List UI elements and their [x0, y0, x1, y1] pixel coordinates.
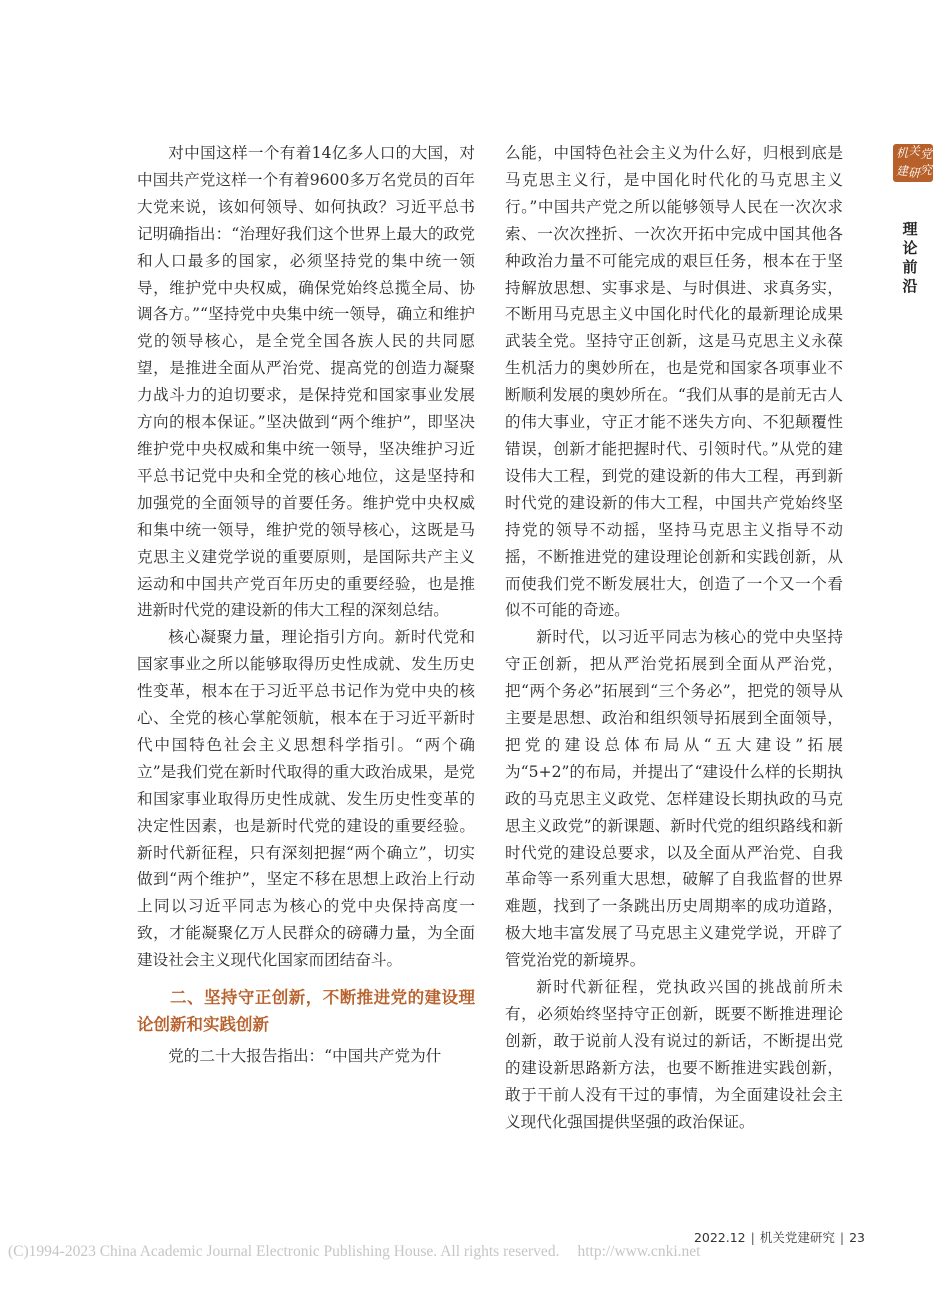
- journal-logo: [893, 144, 933, 182]
- section-label-char: 沿: [902, 277, 918, 295]
- page-number: 23: [849, 1230, 865, 1245]
- source-url: http://www.cnki.net: [577, 1243, 701, 1260]
- copyright-watermark: [8, 1243, 700, 1261]
- paragraph-continued: 么能，中国特色社会主义为什么好，归根到底是马克思主义行，是中国化时代化的马克思主义行。”中国共产党之所以能够领导人民在一次次求索、一次次挫折、一次次开拓中完成中国其他各种政治力量不可能完成的艰巨任务，根本在于坚持解放思想、实事求是、与时俱进、求真务实，不断用马克思主义中国化时代化的最新理论成果武装全党。坚持守正创新，这是马克思主义永葆生机活力的奥妙所在，也是党和国家各项事业不断顺利发展的奥妙所在。“我们从事的是前无古人的伟大事业，守正才能不迷失方向、不犯颠覆性错误，创新才能把握时代、引领时代。”从党的建设伟大工程，到党的建设新的伟大工程，再到新时代党的建设新的伟大工程，中国共产党始终坚持党的领导不动摇，坚持马克思主义指导不动摇，不断推进党的建设理论创新和实践创新，从而使我们党不断发展壮大，创造了一个又一个看似不可能的奇迹。: [505, 144, 843, 620]
- logo-char: 究: [920, 163, 933, 177]
- section-label-char: 前: [902, 258, 918, 276]
- logo-char: 机: [896, 146, 909, 160]
- logo-char: 建: [896, 164, 909, 178]
- logo-char: 党: [920, 147, 933, 161]
- section-heading: 二、坚持守正创新，不断推进党的建设理论创新和实践创新: [137, 988, 475, 1035]
- footer-separator: |: [839, 1230, 845, 1245]
- paragraph: 新时代新征程，党执政兴国的挑战前所未有，必须始终坚持守正创新，既要不断推进理论创新，敢于说前人没有说过的新话，不断提出党的建设新思路新方法，也要不断推进实践创新，敢于干前人没有干过的事情，为全面建设社会主义现代化强国提供坚强的政治保证。: [505, 978, 843, 1131]
- right-column: [505, 140, 843, 1136]
- logo-char: 关: [908, 144, 921, 158]
- section-label-char: 理: [902, 220, 918, 238]
- paragraph: 党的二十大报告指出：“中国共产党为什: [168, 1047, 442, 1066]
- section-label: [899, 220, 921, 296]
- copyright-text: (C)1994-2023 China Academic Journal Electronic Publishing House. All rights reserved.: [8, 1243, 560, 1260]
- issue-number: 2022.12: [693, 1230, 746, 1245]
- left-column: [137, 140, 475, 1070]
- journal-name: 机关党建研究: [759, 1230, 835, 1245]
- footer-separator: |: [750, 1230, 755, 1245]
- paragraph: 新时代，以习近平同志为核心的党中央坚持守正创新，把从严治党拓展到全面从严治党，把“两个务必”拓展到“三个务必”，把党的领导从主要是思想、政治和组织领导拓展到全面领导，把党的建设总体布局从“五大建设”拓展为“5+2”的布局，并提出了“建设什么样的长期执政的马克思主义政党、怎样建设长期执政的马克思主义政党”的新课题、新时代党的组织路线和新时代党的建设总要求，以及全面从严治党、自我革命等一系列重大思想，破解了自我监督的世界难题，找到了一条跳出历史周期率的成功道路，极大地丰富发展了马克思主义建党学说，开辟了管党治党的新境界。: [505, 628, 843, 970]
- logo-char: 研: [908, 166, 921, 180]
- section-label-char: 论: [902, 239, 918, 257]
- paragraph: 对中国这样一个有着14亿多人口的大国，对中国共产党这样一个有着9600多万名党员的百年大党来说，该如何领导、如何执政？习近平总书记明确指出：“治理好我们这个世界上最大的政党和人口最多的国家，必须坚持党的集中统一领导，维护党中央权威，确保党始终总揽全局、协调各方。”“坚持党中央集中统一领导，确立和维护党的领导核心，是全党全国各族人民的共同愿望，是推进全面从严治党、提高党的创造力凝聚力战斗力的迫切要求，是保持党和国家事业发展方向的根本保证。”坚决做到“两个维护”，即坚决维护党中央权威和集中统一领导，坚决维护习近平总书记党中央和全党的核心地位，这是坚持和加强党的全面领导的首要任务。维护党中央权威和集中统一领导，维护党的领导核心，这既是马克思主义建党学说的重要原则，是国际共产主义运动和中国共产党百年历史的重要经验，也是推进新时代党的建设新的伟大工程的深刻总结。: [137, 144, 475, 620]
- paragraph: 核心凝聚力量，理论指引方向。新时代党和国家事业之所以能够取得历史性成就、发生历史性变革，根本在于习近平总书记作为党中央的核心、全党的核心掌舵领航，根本在于习近平新时代中国特色社会主义思想科学指引。“两个确立”是我们党在新时代取得的重大政治成果，是党和国家事业取得历史性成就、发生历史性变革的决定性因素，也是新时代党的建设的重要经验。新时代新征程，只有深刻把握“两个确立”，切实做到“两个维护”，坚定不移在思想上政治上行动上同以习近平同志为核心的党中央保持高度一致，才能凝聚亿万人民群众的磅礴力量，为全面建设社会主义现代化国家而团结奋斗。: [137, 628, 475, 970]
- page-footer: [694, 1228, 865, 1246]
